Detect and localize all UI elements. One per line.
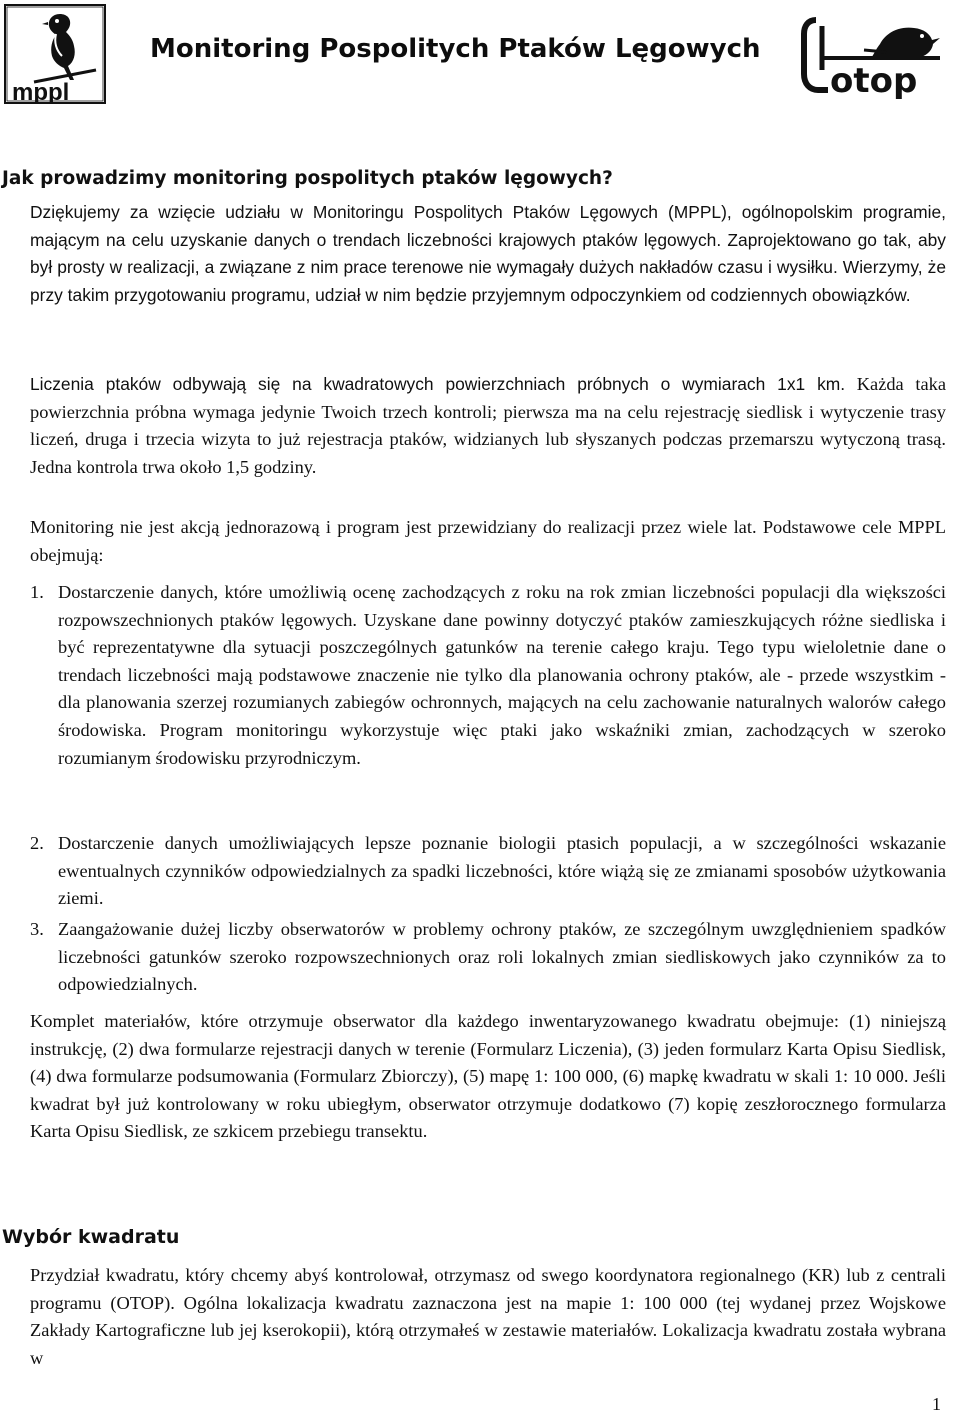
goal-text: Zaangażowanie dużej liczby obserwatorów w problemy ochrony ptaków, ze szczególnym uwzględnieniem spadków liczebności gatunków szeroko rozpowszechnionych oraz roli lokalnych zmian siedliskowych jako czynników za to odpowiedzialnych.: [58, 919, 946, 995]
intro-paragraph-1-part-b: Zaprojektowano go tak, aby był prosty w realizacji, a związane z nim prace terenowe nie wymagały dużych nakładów czasu i wysiłku. Wierzymy, że przy takim przygotowaniu programu, udział w nim będzie przyjemnym odpoczynkiem od codziennych obowiązków.: [30, 229, 946, 305]
materials-paragraph: Komplet materiałów, które otrzymuje obserwator dla każdego inwentaryzowanego kwadratu obejmuje: (1) niniejszą instrukcję, (2) dwa formularze rejestracji danych w terenie (Formularz Liczenia), (3) jeden formularz Karta Opisu Siedlisk, (4) dwa formularze podsumowania (Formularz Zbiorczy), (5) mapę 1: 100 000, (6) mapkę kwadratu w skali 1: 10 000. Jeśli kwadrat był już kontrolowany w roku ubiegłym, obserwator otrzymuje dodatkowo (7) kopię zeszłorocznego formularza Karta Opisu Siedlisk, ze szkicem przebiegu transektu.: [30, 1011, 946, 1142]
intro-heading: Jak prowadzimy monitoring pospolitych ptaków lęgowych?: [2, 168, 613, 189]
intro-paragraph-1-part-a: Dziękujemy za wzięcie udziału w Monitoringu Pospolitych Ptaków Lęgowych (MPPL), ogólnopolskim programie, mającym na celu uzyskanie danych o trendach liczebności krajowych ptaków lęgowych.: [30, 202, 946, 250]
goal-number: 2.: [30, 833, 44, 853]
intro-paragraph-1: [30, 199, 946, 309]
intro-paragraph-2-part-b: Każda taka powierzchnia próbna wymaga jedynie Twoich trzech kontroli; pierwsza ma na celu rejestrację siedlisk i wytyczenie trasy liczeń, druga i trzecia wizyta to już rejestracja ptaków, widzianych lub słyszanych podczas przemarszu wytyczoną trasą. Jedna kontrola trwa około 1,5 godziny.: [30, 374, 947, 477]
mppl-logo-text: mppl: [12, 79, 70, 104]
page-title: Monitoring Pospolitych Ptaków Lęgowych: [150, 34, 761, 64]
goal-number: 1.: [30, 582, 44, 602]
otop-logo-text: otop: [830, 61, 918, 100]
page-number: 1: [932, 1394, 941, 1414]
mppl-logo: [4, 4, 106, 104]
intro-paragraph-3: Monitoring nie jest akcją jednorazową i program jest przewidziany do realizacji przez wiele lat. Podstawowe cele MPPL obejmują:: [30, 517, 946, 565]
square-selection-heading: Wybór kwadratu: [2, 1226, 180, 1248]
goal-text: Dostarczenie danych, które umożliwią ocenę zachodzących z roku na rok zmian liczebności populacji dla większości rozpowszechnionych ptaków lęgowych. Uzyskane dane powinny dotyczyć ptaków zamieszkujących różne siedliska i być reprezentatywne dla sytuacji poszczególnych gatunków na terenie całego kraju. Tego typu wieloletnie dane o trendach liczebności mają podstawowe znaczenie nie tylko dla planowania ochrony ptaków, ale - przede wszystkim - dla planowania szerzej rozumianych zabiegów ochronnych, mających na celu zachowanie naturalnych walorów całego środowiska. Program monitoringu wykorzystuje więc ptaki jako wskaźniki zmian, zachodzących w szeroko rozumianym środowisku przyrodniczym.: [58, 582, 946, 768]
square-selection-paragraph: Przydział kwadratu, który chcemy abyś kontrolował, otrzymasz od swego koordynatora regionalnego (KR) lub z centrali programu (OTOP). Ogólna lokalizacja kwadratu zaznaczona jest na mapie 1: 100 000 (tej wydanej przez Wojskowe Zakłady Kartograficzne lub jej kserokopii), którą otrzymałeś w zestawie materiałów. Lokalizacja kwadratu została wybrana w: [30, 1265, 946, 1368]
goal-number: 3.: [30, 919, 44, 939]
otop-logo: [800, 14, 948, 100]
intro-paragraph-2: [30, 371, 946, 481]
intro-paragraph-2-part-a: Liczenia ptaków odbywają się na kwadratowych powierzchniach próbnych o wymiarach 1x1 km.: [30, 374, 846, 394]
goal-text: Dostarczenie danych umożliwiających lepsze poznanie biologii ptasich populacji, a w szczególności wskazanie ewentualnych czynników odpowiedzialnych za spadki liczebności, które wiążą się ze zmianami sposobów użytkowania ziemi.: [58, 833, 946, 909]
